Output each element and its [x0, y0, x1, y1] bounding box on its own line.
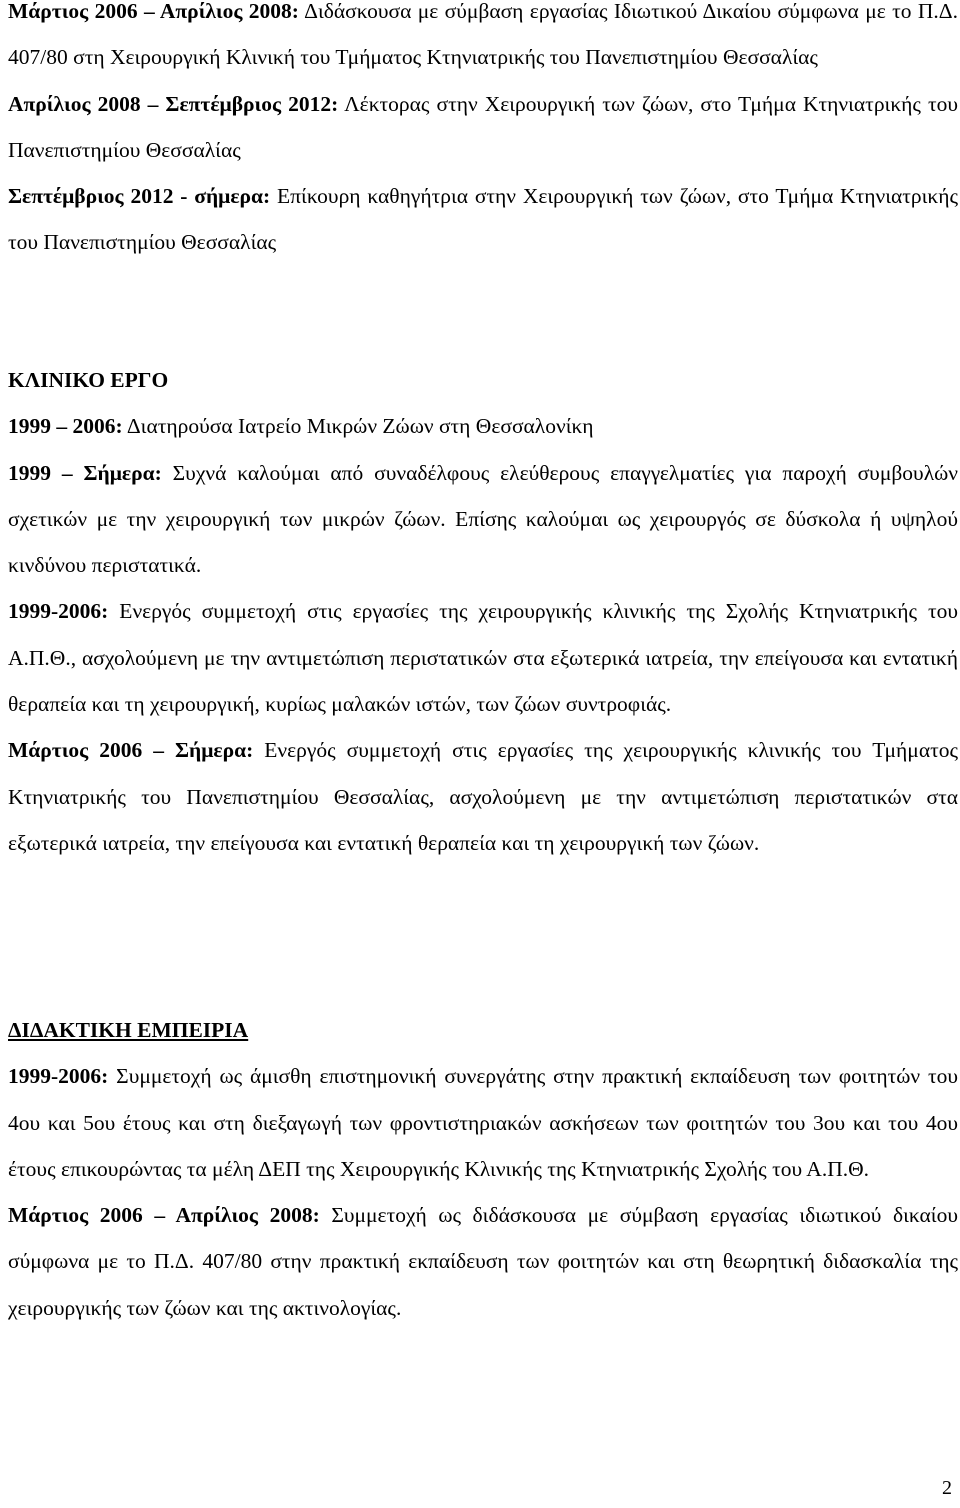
entry-lecturer [8, 81, 958, 174]
entry-date: Μάρτιος 2006 – Απρίλιος 2008: [8, 1203, 320, 1228]
document-page [8, 0, 958, 1508]
entry-date: Μάρτιος 2006 – Σήμερα: [8, 738, 254, 763]
entry-text: Διδάσκουσα με σύμβαση εργασίας Ιδιωτικού Δικαίου σύμφωνα με το Π.Δ. 407/80 στη Χειρουργική Κλινική του Τμήματος Κτηνιατρικής του Πανεπιστημίου Θεσσαλίας [8, 0, 958, 70]
entry-date: 1999-2006: [8, 599, 109, 624]
entry-text: Λέκτορας στην Χειρουργική των ζώων, στο Τμήμα Κτηνιατρικής του Πανεπιστημίου Θεσσαλίας [8, 91, 958, 162]
teaching-experience-heading: ΔΙΔΑΚΤΙΚΗ ΕΜΠΕΙΡΙΑ [8, 1018, 249, 1042]
employment-history [8, 0, 958, 266]
entry-text: Ενεργός συμμετοχή στις εργασίες της χειρουργικής κλινικής της Σχολής Κτηνιατρικής του Α.Π.Θ., ασχολούμενη με την αντιμετώπιση περιστατικών στα εξωτερικά ιατρεία, την επείγουσα και εντατική θεραπεία και τη χειρουργική, κυρίως μαλακών ιστών, των ζώων συντροφιάς. [8, 599, 958, 717]
clinical-entry [8, 403, 958, 449]
teaching-entry [8, 1053, 958, 1192]
entry-date: Μάρτιος 2006 – Απρίλιος 2008: [8, 0, 299, 23]
entry-date: 1999-2006: [8, 1064, 109, 1089]
clinical-entry [8, 450, 958, 589]
entry-text: Συμμετοχή ως διδάσκουσα με σύμβαση εργασίας ιδιωτικού δικαίου σύμφωνα με το Π.Δ. 407/80 στην πρακτική εκπαίδευση των φοιτητών και στη θεωρητική διδασκαλία της χειρουργικής των ζώων και της ακτινολογίας. [8, 1203, 958, 1320]
entry-lecturer-contract [8, 0, 958, 81]
entry-date: 1999 – Σήμερα: [8, 460, 162, 485]
entry-text: Ενεργός συμμετοχή στις εργασίες της χειρουργικής κλινικής του Τμήματος Κτηνιατρικής του Πανεπιστημίου Θεσσαλίας, ασχολούμενη με την αντιμετώπιση περιστατικών στα εξωτερικά ιατρεία, την επείγουσα και εντατική θεραπεία και τη χειρουργική των ζώων. [8, 738, 958, 855]
entry-text: Συχνά καλούμαι από συναδέλφους ελεύθερους επαγγελματίες για παροχή συμβουλών σχετικών με την χειρουργική των μικρών ζώων. Επίσης καλούμαι ως χειρουργός σε δύσκολα ή υψηλού κινδύνου περιστατικά. [8, 460, 958, 578]
clinical-entry [8, 588, 958, 727]
entry-text: Διατηρούσα Ιατρείο Μικρών Ζώων στη Θεσσαλονίκη [122, 414, 594, 439]
teaching-experience-section [8, 1007, 958, 1331]
page-number: 2 [942, 1477, 952, 1499]
entry-date: 1999 – 2006: [8, 414, 123, 439]
entry-text: Επίκουρη καθηγήτρια στην Χειρουργική των ζώων, στο Τμήμα Κτηνιατρικής του Πανεπιστημίου Θεσσαλίας [8, 184, 958, 255]
clinical-work-heading: ΚΛΙΝΙΚΟ ΕΡΓΟ [8, 368, 169, 392]
teaching-entry [8, 1192, 958, 1331]
entry-assistant-professor [8, 173, 958, 266]
clinical-work-section [8, 357, 958, 866]
entry-date: Σεπτέμβριος 2012 - σήμερα: [8, 184, 271, 209]
clinical-entry [8, 727, 958, 866]
entry-date: Απρίλιος 2008 – Σεπτέμβριος 2012: [8, 91, 339, 116]
entry-text: Συμμετοχή ως άμισθη επιστημονική συνεργάτης στην πρακτική εκπαίδευση των φοιτητών του 4ου και 5ου έτους και στη διεξαγωγή των φροντιστηριακών ασκήσεων των φοιτητών του 3ου και του 4ου έτους επικουρώντας τα μέλη ΔΕΠ της Χειρουργικής Κλινικής της Κτηνιατρικής Σχολής του Α.Π.Θ. [8, 1064, 958, 1181]
